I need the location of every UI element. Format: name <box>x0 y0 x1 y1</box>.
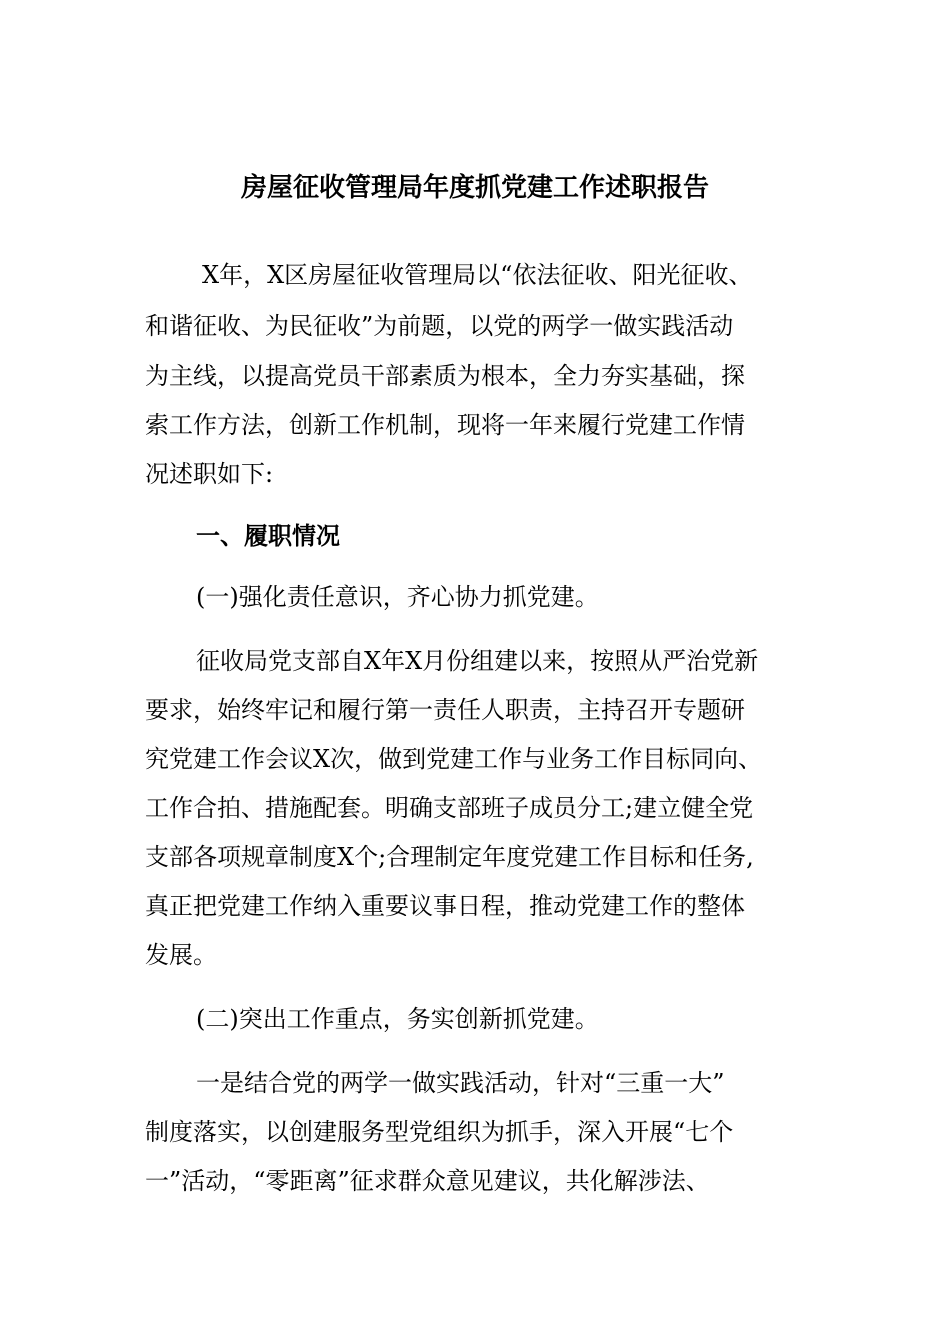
document-title: 房屋征收管理局年度抓党建工作述职报告 <box>240 173 709 203</box>
intro-line: 和谐征收、为民征收”为前题，以党的两学一做实践活动 <box>145 312 734 340</box>
paragraph-line: 真正把党建工作纳入重要议事日程，推动党建工作的整体 <box>145 892 745 920</box>
paragraph-line: 要求，始终牢记和履行第一责任人职责，主持召开专题研 <box>145 696 745 724</box>
paragraph-line: 一是结合党的两学一做实践活动，针对“三重一大” <box>196 1069 725 1097</box>
paragraph-line: 究党建工作会议X次，做到党建工作与业务工作目标同向、 <box>145 745 763 773</box>
intro-line: X年，X区房屋征收管理局以“依法征收、阳光征收、 <box>202 261 753 289</box>
paragraph-line: 制度落实，以创建服务型党组织为抓手，深入开展“七个 <box>145 1118 734 1146</box>
paragraph-line: 征收局党支部自X年X月份组建以来，按照从严治党新 <box>196 647 759 675</box>
paragraph-line: 工作合拍、措施配套。明确支部班子成员分工;建立健全党 <box>145 794 754 822</box>
subsection-heading: (二)突出工作重点，务实创新抓党建。 <box>196 1005 599 1033</box>
intro-line: 索工作方法，创新工作机制，现将一年来履行党建工作情 <box>145 411 745 439</box>
intro-line: 为主线，以提高党员干部素质为根本，全力夯实基础，探 <box>145 362 745 390</box>
paragraph-line: 发展。 <box>145 941 217 969</box>
paragraph-line: 支部各项规章制度X个;合理制定年度党建工作目标和任务, <box>145 843 754 871</box>
paragraph-line: 一”活动，“零距离”征求群众意见建议，共化解涉法、 <box>145 1167 710 1195</box>
intro-line: 况述职如下: <box>145 460 274 488</box>
subsection-heading: (一)强化责任意识，齐心协力抓党建。 <box>196 583 599 611</box>
section-heading: 一、履职情况 <box>196 521 340 550</box>
